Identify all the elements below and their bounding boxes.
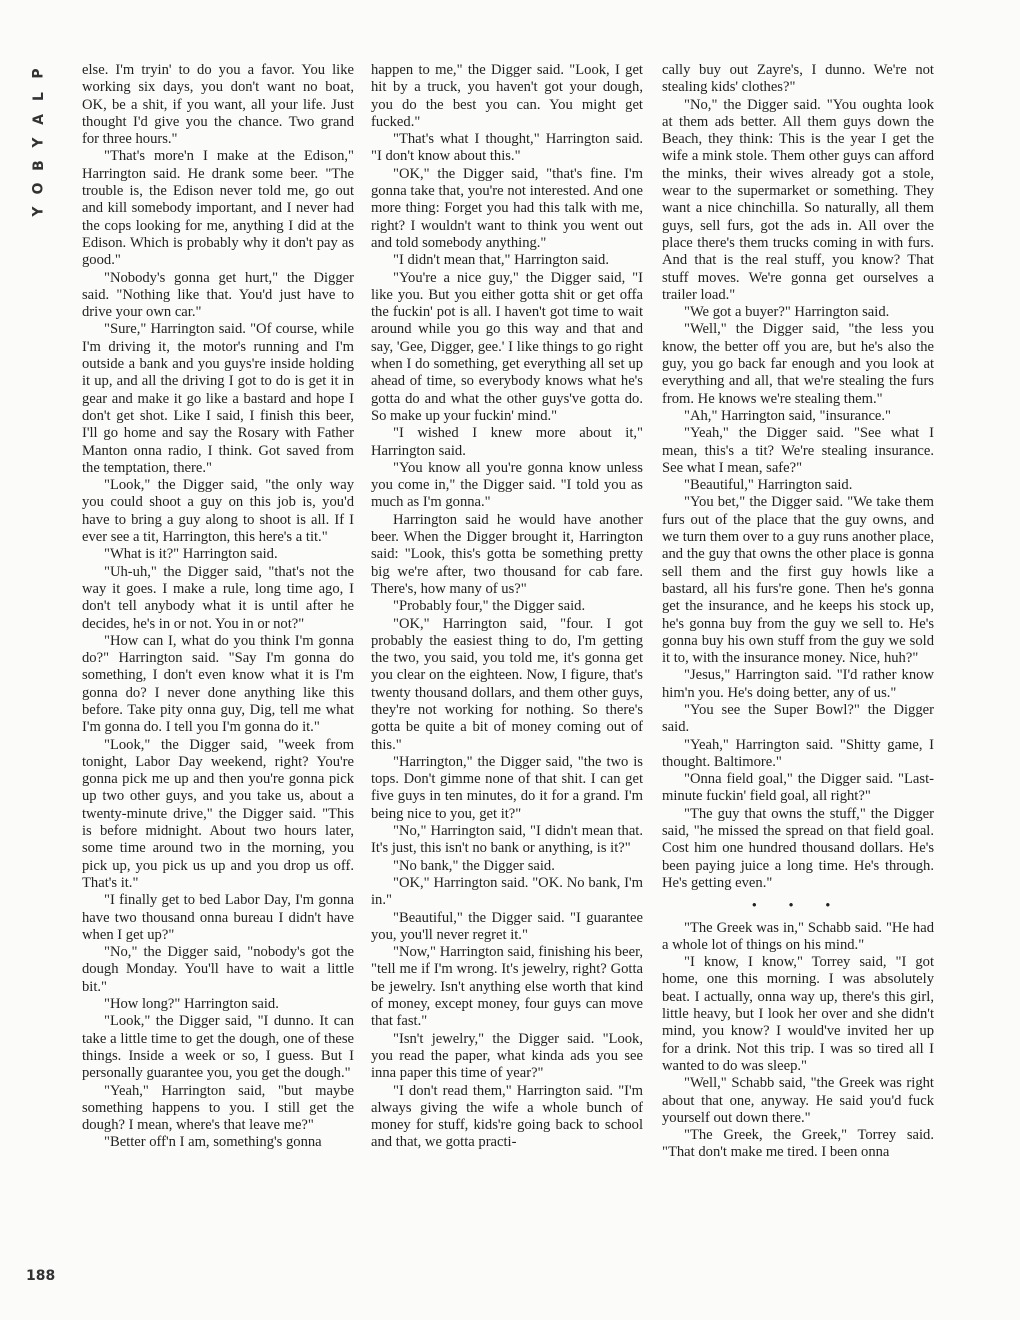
- paragraph: "I don't read them," Harrington said. "I'm always giving the wife a whole bunch of money for stuff, kids're going back to school and that, we gotta practi-: [371, 1082, 643, 1151]
- paragraph: "What is it?" Harrington said.: [104, 546, 278, 563]
- paragraph: "OK," Harrington said. "OK. No bank, I'm in.": [371, 874, 643, 909]
- paragraph: "Ah," Harrington said, "insurance.": [684, 407, 892, 424]
- paragraph: "Beautiful," the Digger said. "I guarantee you, you'll never regret it.": [371, 909, 643, 943]
- text-column-2: [371, 62, 643, 1294]
- paragraph: else. I'm tryin' to do you a favor. You like working six days, you don't want no boat, OK, be a shit, if you want, all your life. Just thought I'd give you the chance. Two grand for three hours.": [82, 62, 354, 148]
- paragraph: "You know all you're gonna know unless you come in," the Digger said. "I told you as much as I'm gonna.": [371, 459, 643, 511]
- paragraph: "No," the Digger said, "nobody's got the dough Monday. You'll have to wait a little bit.": [82, 944, 354, 995]
- text-column-3: [662, 62, 934, 1294]
- paragraph: "OK," the Digger said, "that's fine. I'm gonna take that, you're not interested. And one more thing: Forget you had this talk with me, right? I wouldn't want to think you went out and told somebody anything.": [371, 165, 643, 251]
- paragraph: "You see the Super Bowl?" the Digger said.: [662, 701, 934, 736]
- paragraph: "That's more'n I make at the Edison," Harrington said. He drank some beer. "The trouble is, the Edison never told me, go out and kill somebody important, and I never had the cops looking for me, anything I did at the Edison. Which is probably why it don't pay as good.": [82, 148, 354, 269]
- paragraph: "No," the Digger said. "You oughta look at them ads better. All them guys down the Beach, they think: This is the year I get the wife a mink stole. Them other guys can afford the minks, their wives already got a stole, wear to the supermarket or something. They want a nice chinchilla. So naturally, all them guys, sell furs, got the ads in. All over the place there's them trucks coming in with furs. And that is the real stuff, you know? That stuff moves. We're gonna get ourselves a trailer load.": [662, 96, 934, 303]
- paragraph: "The guy that owns the stuff," the Digger said, "he missed the spread on that field goal. Cost him one hundred thousand dollars. He's been paying juice a long time. He's through. He's getting even.": [662, 805, 934, 891]
- paragraph: cally buy out Zayre's, I dunno. We're not stealing kids' clothes?": [662, 62, 934, 96]
- paragraph: "I finally get to bed Labor Day, I'm gonna have two thousand onna bureau I didn't have when I get up?": [82, 892, 354, 943]
- paragraph: "How can I, what do you think I'm gonna do?" Harrington said. "Say I'm gonna do something, I don't even know what it is I'm gonna do? I never done anything like this before. Take pity onna guy, Dig, tell me what I'm gonna do. I tell you I'm gonna do it.": [82, 632, 354, 736]
- paragraph: "I know, I know," Torrey said, "I got home, one this morning. I was absolutely beat. I actually, onna way up, there's this girl, little heavy, but I look her over and she didn't mind, you know? I would've invited her up for a drink. Not this trip. I was so tired all I wanted to do was sleep.": [662, 954, 934, 1074]
- page-number: 188: [26, 1268, 56, 1284]
- paragraph: "Now," Harrington said, finishing his beer, "tell me if I'm wrong. It's jewelry, right? Gotta be jewelry. Isn't anything else worth that kind of money, except money, four guys can move that fast.": [371, 944, 643, 1030]
- paragraph: "You're a nice guy," the Digger said, "I like you. But you either gotta shit or get offa the fuckin' pot is all. I haven't got time to wait around while you go this way and that and say, 'Gee, Digger, gee.' I like things to go right when I do something, get everything all set up ahead of time, so everybody knows what he's gotta do and what the other guys've gotta do. So make up your fuckin' mind.": [371, 269, 643, 424]
- paragraph: "Well," the Digger said, "the less you know, the better off you are, but he's also the guy, you go back far enough and you look at everything and all, that we're stealing the furs from. He knows we're stealing them.": [662, 321, 934, 407]
- paragraph: "Jesus," Harrington said. "I'd rather know him'n you. He's doing better, any of us.": [662, 667, 934, 701]
- section-break: • • •: [751, 898, 845, 915]
- paragraph: "Probably four," the Digger said.: [393, 598, 586, 615]
- magazine-name-letter: L: [30, 92, 47, 101]
- magazine-name-letter: P: [30, 68, 47, 79]
- paragraph: "I didn't mean that," Harrington said.: [393, 252, 609, 269]
- paragraph: "I wished I knew more about it," Harrington said.: [371, 425, 643, 459]
- paragraph: "The Greek, the Greek," Torrey said. "That don't make me tired. I been onna: [662, 1127, 934, 1161]
- magazine-name-vertical: [24, 62, 54, 223]
- paragraph: Harrington said he would have another beer. When the Digger brought it, Harrington said: "Look, this's gotta be something pretty big we're after, two thousand for cab fare. There's, how many of us?": [371, 511, 643, 597]
- paragraph: "The Greek was in," Schabb said. "He had a whole lot of things on his mind.": [662, 919, 934, 953]
- paragraph: "Yeah," Harrington said. "Shitty game, I thought. Baltimore.": [662, 736, 934, 770]
- magazine-name-letter: B: [30, 160, 47, 171]
- paragraph: "No," Harrington said, "I didn't mean that. It's just, this isn't no bank or anything, is it?": [371, 823, 643, 857]
- paragraph: "Uh-uh," the Digger said, "that's not the way it goes. I make a rule, long time ago, I don't tell anybody what it is until after he decides, he's in or not. You in or not?": [82, 563, 354, 632]
- paragraph: "Look," the Digger said, "the only way you could shoot a guy on this job is, you'd have to bring a guy along to shoot is all. If I ever see a tit, Harrington, this here's a tit.": [82, 477, 354, 546]
- paragraph: "Well," Schabb said, "the Greek was right about that one, anyway. He said you'd fuck yourself out down there.": [662, 1075, 934, 1126]
- paragraph: "Look," the Digger said, "week from tonight, Labor Day weekend, right? You're gonna pick me up and then you're gonna pick up two other guys, and you take us, about a twenty-minute drive," the Digger said. "This is before midnight. About two hours later, some time around two in the morning, you pick up, you pick us up and you drop us off. That's it.": [82, 736, 354, 891]
- magazine-name-letter: A: [30, 114, 47, 125]
- paragraph: "Harrington," the Digger said, "the two is tops. Don't gimme none of that shit. I can get five guys in ten minutes, do it for a grand. I'm being nice to you, get it?": [371, 753, 643, 822]
- paragraph: "That's what I thought," Harrington said. "I don't know about this.": [371, 131, 643, 165]
- paragraph: "Yeah," the Digger said. "See what I mean, this's a tit? We're stealing insurance. See what I mean, safe?": [662, 425, 934, 476]
- magazine-name-letter: Y: [30, 206, 47, 217]
- paragraph: "Isn't jewelry," the Digger said. "Look, you read the paper, what kinda ads you see inna paper this time of year?": [371, 1030, 643, 1082]
- magazine-name-letter: Y: [30, 137, 47, 148]
- paragraph: "Beautiful," Harrington said.: [684, 477, 853, 494]
- paragraph: "Sure," Harrington said. "Of course, while I'm driving it, the motor's running and I'm outside a bank and you guys're inside holding it up, and all the driving I got to do is get it in gear and make it go like a bastard and hope I don't get shot. Like I said, I finish this beer, I'll go home and say the Rosary with Father Manton onna radio, I think. Got saved from the temptation, there.": [82, 321, 354, 476]
- paragraph: "Onna field goal," the Digger said. "Last-minute fuckin' field goal, all right?": [662, 771, 934, 805]
- paragraph: "We got a buyer?" Harrington said.: [684, 304, 890, 321]
- paragraph: "How long?" Harrington said.: [104, 996, 279, 1013]
- paragraph: happen to me," the Digger said. "Look, I get hit by a truck, you haven't got your dough, you do the best you can. You might get fucked.": [371, 62, 643, 130]
- magazine-name-letter: O: [30, 182, 47, 195]
- paragraph: "You bet," the Digger said. "We take them furs out of the place that the guy owns, and we turn them over to a guy runs another place, and the guy that owns the other place is gonna sell them and the first guy howls like a bastard, all his furs're gone. Then he's gonna get the insurance, and he keeps his stock up, he's gonna buy from the guy we sell to. He's gonna buy his own stuff from the guy we sold it to, with the insurance money. Nice, huh?": [662, 494, 934, 667]
- paragraph: "Look," the Digger said, "I dunno. It can take a little time to get the dough, one of these things. Inside a week or so, I guess. But I personally guarantee you, you get the dough.": [82, 1013, 354, 1082]
- paragraph: "Nobody's gonna get hurt," the Digger said. "Nothing like that. You'd just have to drive your own car.": [82, 269, 354, 321]
- paragraph: "No bank," the Digger said.: [393, 857, 555, 874]
- paragraph: "OK," Harrington said, "four. I got probably the easiest thing to do, I'm getting the two, you said, you told me, it's gonna get you clear on the eighteen. Now, I figure, that's twenty thousand dollars, and them other guys, they're not working for nothing. So there's gotta be quite a bit of money coming out of this.": [371, 615, 643, 753]
- paragraph: "Yeah," Harrington said, "but maybe something happens to you. I still get the dough? I mean, where's that leave me?": [82, 1082, 354, 1134]
- paragraph: "Better off'n I am, something's gonna: [104, 1134, 322, 1151]
- text-column-1: [82, 62, 354, 1294]
